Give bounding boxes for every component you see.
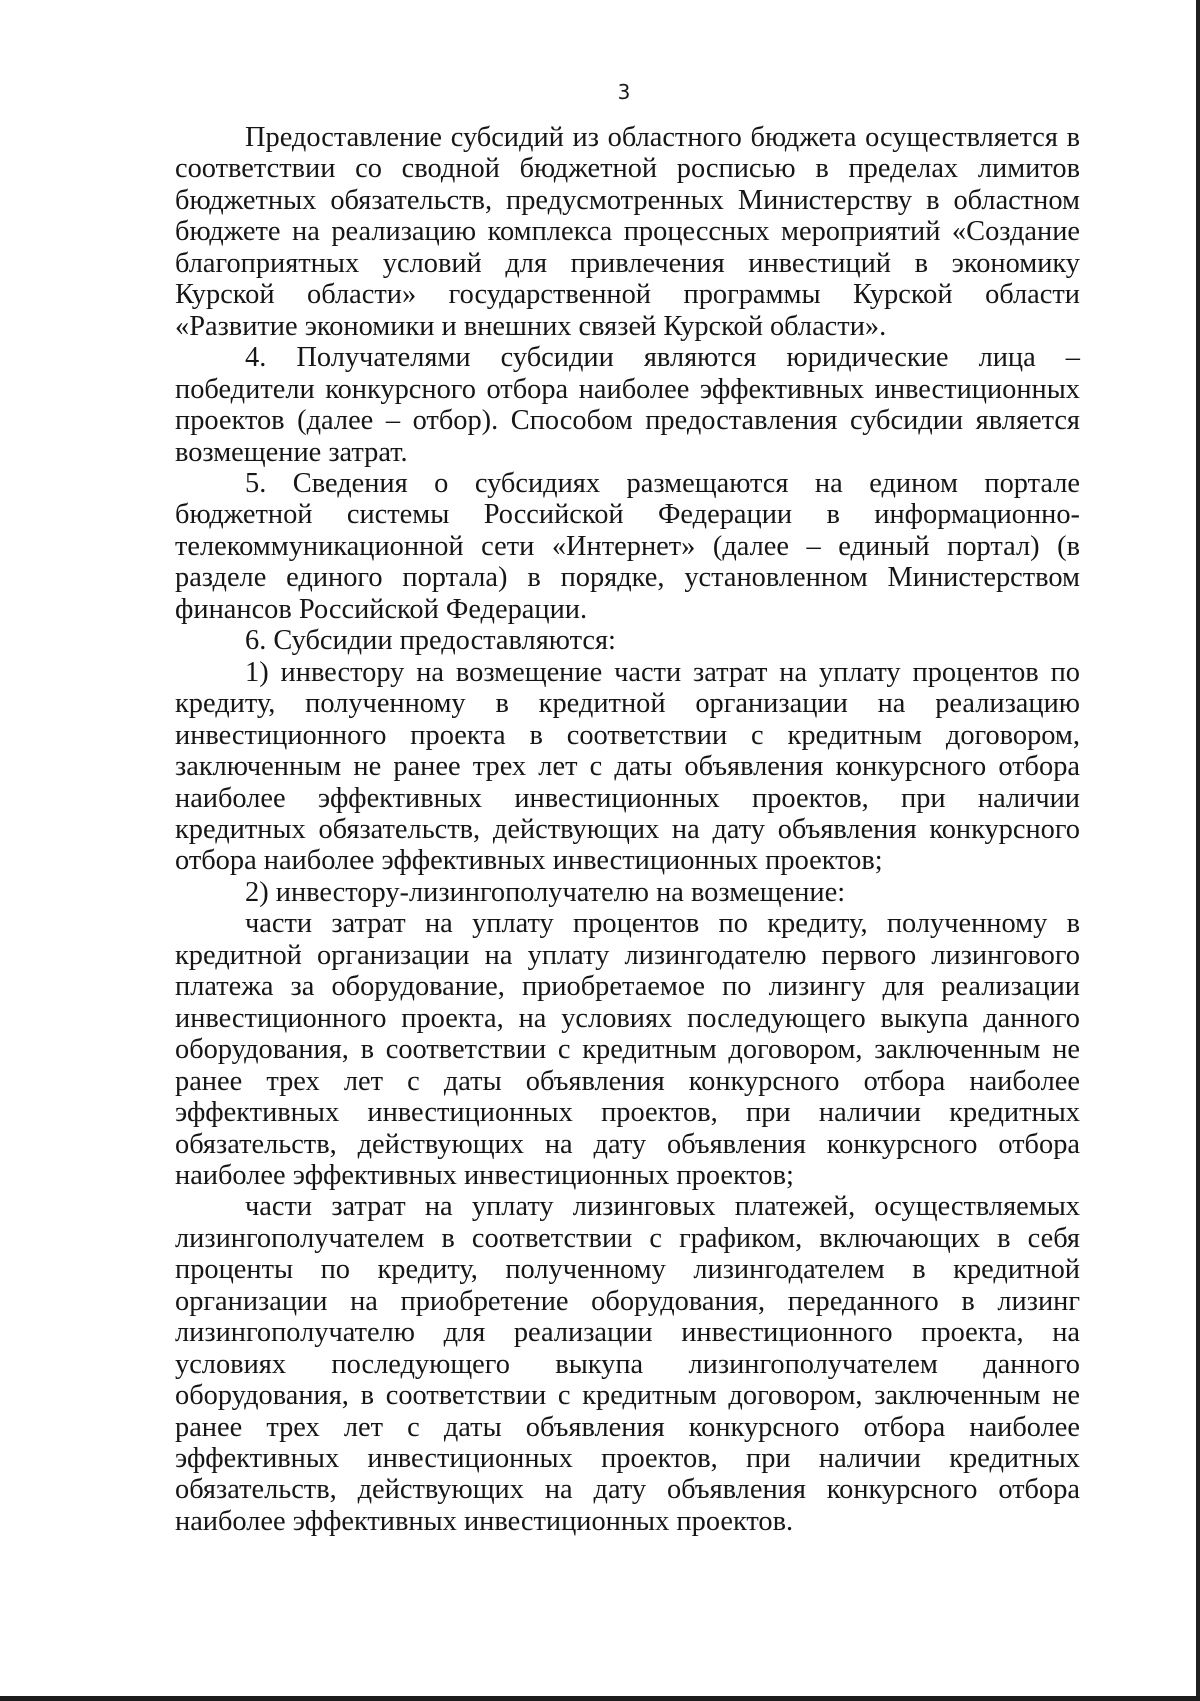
scan-right-edge xyxy=(1196,0,1200,1701)
paragraph-6-2-lease-payments: части затрат на уплату лизинговых платежей, осуществляемых лизингополучателем в соответствии с графиком, включающих в себя проценты по кредиту, полученному лизингодателем в кредитной организации на приобретение оборудования, переданного в лизинг лизингополучателю для реализации инвестиционного проекта, на условиях последующего выкупа лизингополучателем данного оборудования, в соответствии с кредитным договором, заключенным не ранее трех лет с даты объявления конкурсного отбора наиболее эффективных инвестиционных проектов, при наличии кредитных обязательств, действующих на дату объявления конкурсного отбора наиболее эффективных инвестиционных проектов. xyxy=(175,1191,1080,1537)
paragraph-6-2-lessee: 2) инвестору-лизингополучателю на возмещение: xyxy=(245,876,846,908)
paragraph-6-1-investor: 1) инвестору на возмещение части затрат на уплату процентов по кредиту, полученному в кредитной организации на реализацию инвестиционного проекта в соответствии с кредитным договором, заключенным не ранее трех лет с даты объявления конкурсного отбора наиболее эффективных инвестиционных проектов, при наличии кредитных обязательств, действующих на дату объявления конкурсного отбора наиболее эффективных инвестиционных проектов; xyxy=(175,656,1080,877)
paragraph-5-portal-info: 5. Сведения о субсидиях размещаются на едином портале бюджетной системы Российской Федерации в информационно-телекоммуникационной сети «Интернет» (далее – единый портал) (в разделе единого портала) в порядке, установленном Министерством финансов Российской Федерации. xyxy=(175,467,1080,625)
page-number: 3 xyxy=(617,80,631,104)
paragraph-4-recipients: 4. Получателями субсидии являются юридические лица – победители конкурсного отбора наиболее эффективных инвестиционных проектов (далее – отбор). Способом предоставления субсидии является возмещение затрат. xyxy=(175,342,1080,468)
paragraph-6-subsidies-provided: 6. Субсидии предоставляются: xyxy=(245,625,616,657)
paragraph-6-2-first-payment: части затрат на уплату процентов по кредиту, полученному в кредитной организации на уплату лизингодателю первого лизингового платежа за оборудование, приобретаемое по лизингу для реализации инвестиционного проекта, на условиях последующего выкупа данного оборудования, в соответствии с кредитным договором, заключенным не ранее трех лет с даты объявления конкурсного отбора наиболее эффективных инвестиционных проектов, при наличии кредитных обязательств, действующих на дату объявления конкурсного отбора наиболее эффективных инвестиционных проектов; xyxy=(175,908,1080,1191)
scan-bottom-edge xyxy=(0,1696,1200,1701)
paragraph-subsidy-provision: Предоставление субсидий из областного бюджета осуществляется в соответствии со сводной бюджетной росписью в пределах лимитов бюджетных обязательств, предусмотренных Министерству в областном бюджете на реализацию комплекса процессных мероприятий «Создание благоприятных условий для привлечения инвестиций в экономику Курской области» государственной программы Курской области «Развитие экономики и внешних связей Курской области». xyxy=(175,122,1080,342)
document-body xyxy=(175,122,1080,1537)
